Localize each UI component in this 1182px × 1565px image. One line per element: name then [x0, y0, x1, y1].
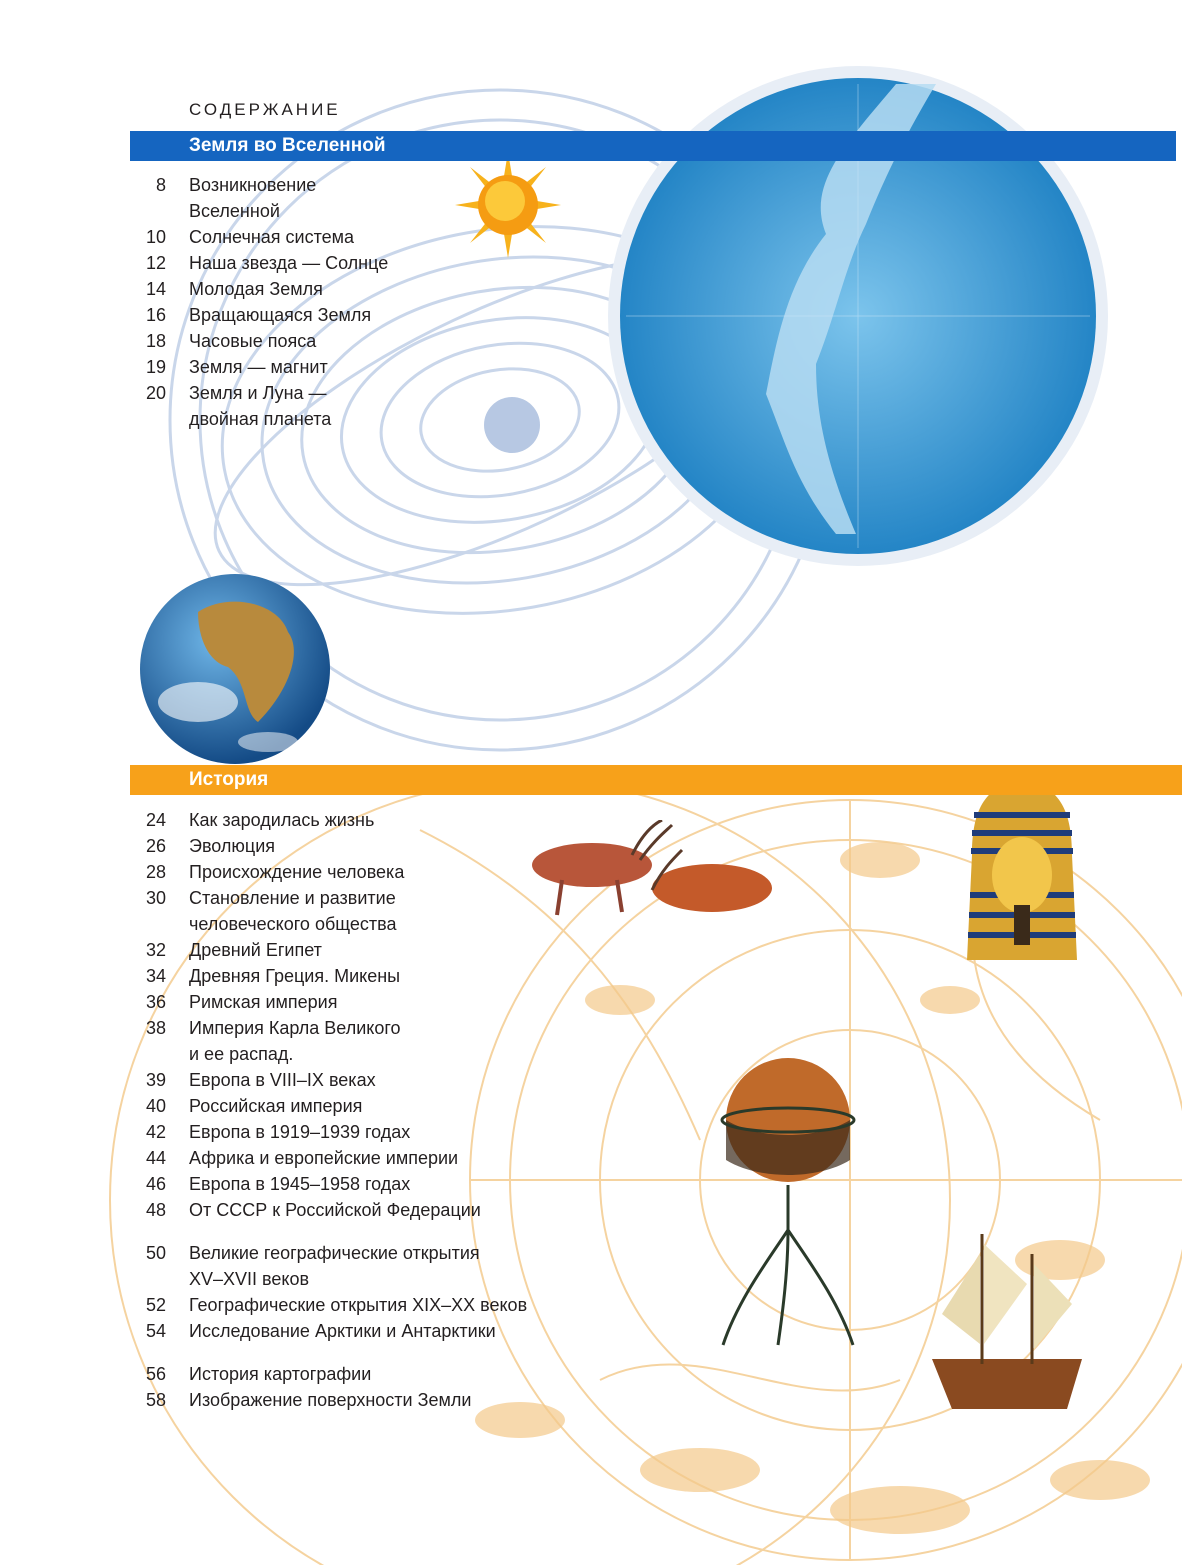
toc-entry[interactable] — [138, 276, 598, 302]
toc-entry-title: Великие географические открытия XV–XVII веков — [189, 1243, 480, 1289]
toc-page-number: 26 — [145, 836, 166, 856]
toc-page-number: 56 — [145, 1364, 166, 1384]
toc-page-number: 39 — [145, 1070, 166, 1090]
toc-entry-title: История картографии — [189, 1364, 372, 1384]
toc-page-number: 34 — [145, 966, 166, 986]
toc-page-number: 8 — [155, 175, 166, 195]
toc-entry-title: Молодая Земля — [189, 279, 323, 299]
toc-entry-title: Эволюция — [189, 836, 276, 856]
toc-entry[interactable] — [138, 859, 598, 885]
section-header-earth-in-universe: Земля во Вселенной — [130, 131, 1176, 161]
toc-entry[interactable] — [138, 1119, 598, 1145]
toc-page-number: 19 — [145, 357, 166, 377]
toc-entry-title: Римская империя — [189, 992, 338, 1012]
toc-entry-title: Древний Египет — [189, 940, 322, 960]
toc-entry-title: Географические открытия XIX–XX веков — [189, 1295, 528, 1315]
toc-page-number: 40 — [145, 1096, 166, 1116]
toc-page-number: 46 — [145, 1174, 166, 1194]
toc-entry[interactable] — [138, 1318, 598, 1344]
toc-entry-title: Европа в 1945–1958 годах — [189, 1174, 411, 1194]
toc-entry-title: Наша звезда — Солнце — [189, 253, 389, 273]
toc-list-earth — [138, 172, 598, 432]
antique-globe-icon — [718, 1050, 858, 1350]
toc-entry-title: Империя Карла Великого и ее распад. — [189, 1018, 401, 1064]
toc-entry-title: От СССР к Российской Федерации — [189, 1200, 481, 1220]
toc-entry[interactable] — [138, 1093, 598, 1119]
toc-entry-title: Солнечная система — [189, 227, 355, 247]
toc-entry-title: Африка и европейские империи — [189, 1148, 459, 1168]
toc-entry-title: Вращающаяся Земля — [189, 305, 372, 325]
toc-entry-title: Европа в VIII–IX веках — [189, 1070, 376, 1090]
toc-group-spacer — [138, 1223, 598, 1240]
toc-entry[interactable] — [138, 380, 598, 432]
section-header-history: История — [130, 765, 1182, 795]
toc-entry[interactable] — [138, 885, 598, 937]
earth-globe-icon — [138, 572, 332, 766]
toc-entry-title: Становление и развитие человеческого общества — [189, 888, 397, 934]
toc-page-number: 36 — [145, 992, 166, 1012]
toc-entry[interactable] — [138, 1171, 598, 1197]
toc-page-number: 50 — [145, 1243, 166, 1263]
toc-page-number: 38 — [145, 1018, 166, 1038]
toc-entry-title: Изображение поверхности Земли — [189, 1390, 472, 1410]
toc-entry[interactable] — [138, 963, 598, 989]
toc-entry[interactable] — [138, 328, 598, 354]
toc-entry[interactable] — [138, 807, 598, 833]
toc-page-number: 58 — [145, 1390, 166, 1410]
toc-entry-title: Земля и Луна — двойная планета — [189, 383, 332, 429]
toc-page-number: 54 — [145, 1321, 166, 1341]
toc-entry-title: Как зародилась жизнь — [189, 810, 375, 830]
toc-entry-title: Древняя Греция. Микены — [189, 966, 401, 986]
toc-entry[interactable] — [138, 224, 598, 250]
toc-list-history — [138, 807, 598, 1413]
toc-entry-title: Земля — магнит — [189, 357, 328, 377]
toc-entry[interactable] — [138, 302, 598, 328]
toc-entry[interactable] — [138, 1015, 598, 1067]
toc-entry[interactable] — [138, 1197, 598, 1223]
toc-page-number: 48 — [145, 1200, 166, 1220]
toc-page-number: 28 — [145, 862, 166, 882]
toc-entry[interactable] — [138, 354, 598, 380]
toc-entry-title: Часовые пояса — [189, 331, 317, 351]
toc-entry[interactable] — [138, 833, 598, 859]
toc-page-number: 44 — [145, 1148, 166, 1168]
toc-entry[interactable] — [138, 1067, 598, 1093]
toc-entry[interactable] — [138, 937, 598, 963]
toc-page-number: 14 — [145, 279, 166, 299]
toc-entry-title: Возникновение Вселенной — [189, 175, 317, 221]
toc-entry[interactable] — [138, 1361, 598, 1387]
toc-page-number: 20 — [145, 383, 166, 403]
caravel-ship-icon — [922, 1224, 1092, 1419]
toc-group-spacer — [138, 1344, 598, 1361]
toc-page-number: 24 — [145, 810, 166, 830]
toc-page-number: 52 — [145, 1295, 166, 1315]
page-title: СОДЕРЖАНИЕ — [189, 100, 341, 119]
toc-page-number: 42 — [145, 1122, 166, 1142]
toc-entry[interactable] — [138, 172, 598, 224]
toc-page-number: 16 — [145, 305, 166, 325]
toc-entry-title: Российская империя — [189, 1096, 363, 1116]
pharaoh-mask-icon — [962, 775, 1082, 965]
toc-page-number: 32 — [145, 940, 166, 960]
toc-entry[interactable] — [138, 1240, 598, 1292]
toc-page-number: 18 — [145, 331, 166, 351]
toc-page-number: 12 — [145, 253, 166, 273]
toc-page-number: 30 — [145, 888, 166, 908]
toc-entry[interactable] — [138, 989, 598, 1015]
toc-entry[interactable] — [138, 250, 598, 276]
toc-entry-title: Исследование Арктики и Антарктики — [189, 1321, 496, 1341]
toc-entry-title: Происхождение человека — [189, 862, 405, 882]
toc-page-number: 10 — [145, 227, 166, 247]
toc-entry-title: Европа в 1919–1939 годах — [189, 1122, 411, 1142]
toc-entry[interactable] — [138, 1387, 598, 1413]
toc-entry[interactable] — [138, 1292, 598, 1318]
toc-entry[interactable] — [138, 1145, 598, 1171]
